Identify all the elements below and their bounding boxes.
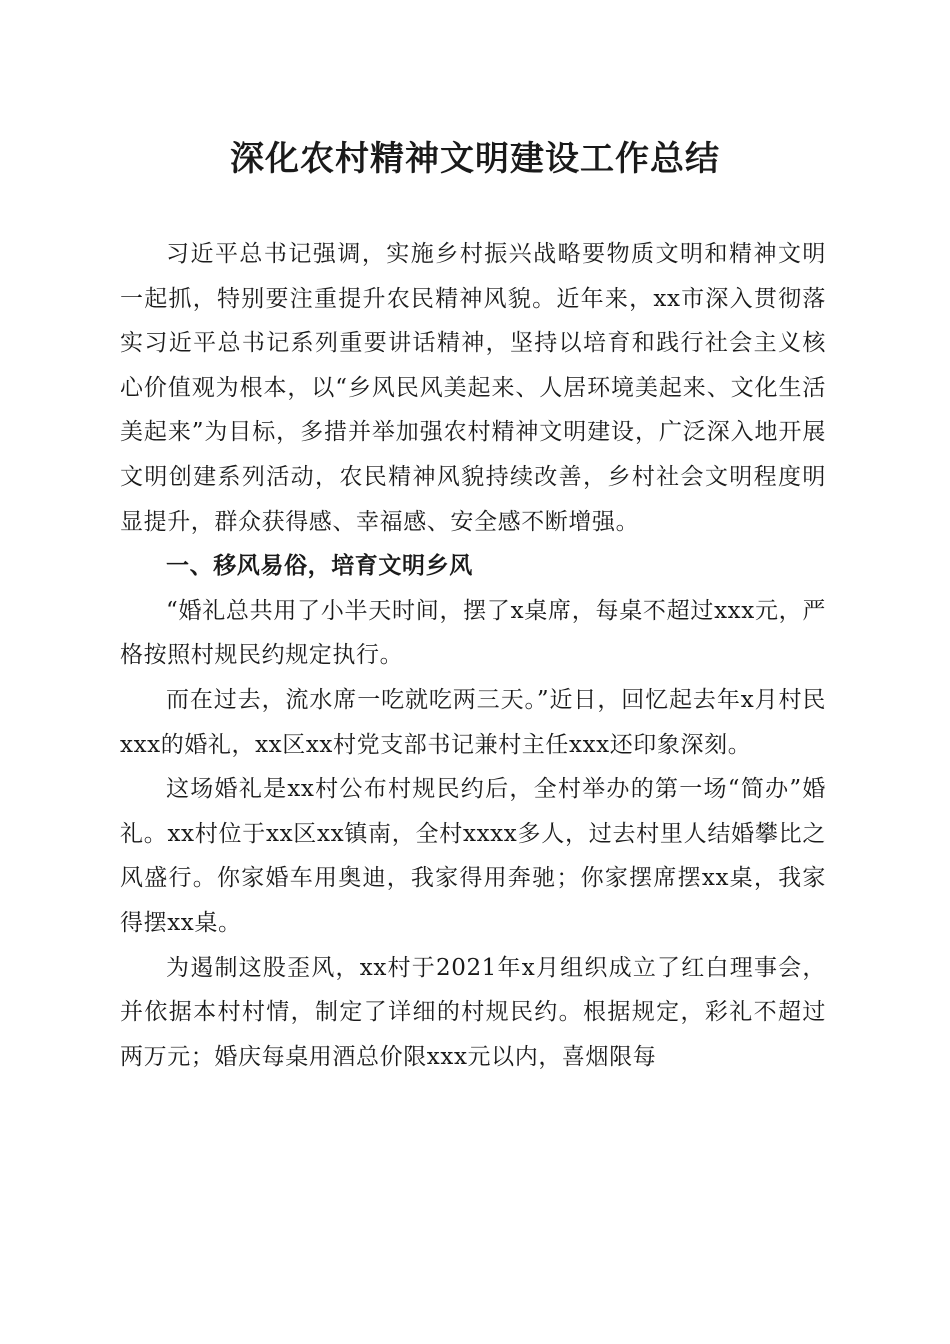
document-title: 深化农村精神文明建设工作总结 (230, 139, 720, 179)
document-body (120, 232, 826, 1079)
body-paragraph: 而在过去，流水席一吃就吃两三天。”近日，回忆起去年x月村民xxx的婚礼，xx区xx村党支部书记兼村主任xxx还印象深刻。 (120, 686, 826, 758)
section-heading: 一、移风易俗，培育文明乡风 (166, 553, 473, 580)
body-paragraph: 为遏制这股歪风，xx村于2021年x月组织成立了红白理事会，并依据本村村情，制定了详细的村规民约。根据规定，彩礼不超过两万元；婚庆每桌用酒总价限xxx元以内，喜烟限每 (120, 954, 826, 1070)
intro-paragraph: 习近平总书记强调，实施乡村振兴战略要物质文明和精神文明一起抓，特别要注重提升农民精神风貌。近年来，xx市深入贯彻落实习近平总书记系列重要讲话精神，坚持以培育和践行社会主义核心价值观为根本，以“乡风民风美起来、人居环境美起来、文化生活美起来”为目标，多措并举加强农村精神文明建设，广泛深入地开展文明创建系列活动，农民精神风貌持续改善，乡村社会文明程度明显提升，群众获得感、幸福感、安全感不断增强。 (120, 241, 826, 535)
body-paragraph: “婚礼总共用了小半天时间，摆了x桌席，每桌不超过xxx元，严格按照村规民约规定执行。 (120, 597, 826, 669)
body-paragraph: 这场婚礼是xx村公布村规民约后，全村举办的第一场“简办”婚礼。xx村位于xx区xx镇南，全村xxxx多人，过去村里人结婚攀比之风盛行。你家婚车用奥迪，我家得用奔驰；你家摆席摆xx桌，我家得摆xx桌。 (120, 776, 826, 936)
